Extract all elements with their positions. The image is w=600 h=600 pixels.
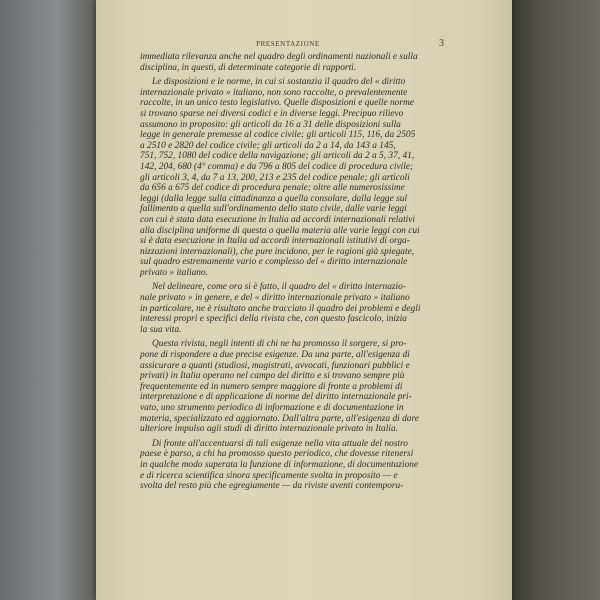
- text-line: legge in generale premesse al codice civile; gli articoli 115, 116, da 2505: [140, 130, 416, 141]
- text-line: interpretazione e di applicazione di norme del diritto internazionale pri-: [140, 392, 412, 403]
- text-line: ulteriore impulso agli studi di diritto internazionale privato in Italia.: [140, 424, 398, 435]
- text-line: gli articoli 3, 4, da 7 a 13, 200, 213 e 235 del codice penale; gli articoli: [140, 172, 410, 183]
- text-line: 751, 752, 1080 del codice della navigazione; gli articoli da 2 a 5, 37, 41,: [140, 151, 415, 162]
- text-line: disciplina, in questi, di determinate categorie di rapporti.: [140, 62, 357, 73]
- text-line: sul quadro estremamente vario e complesso del « diritto internazionale: [140, 257, 408, 268]
- text-line: svolta del resto più che egregiamente — da riviste aventi contempora-: [140, 481, 404, 492]
- text-line: privati) in Italia operano nel campo del diritto e si trovano sempre più: [140, 371, 405, 382]
- text-line: 142, 204, 680 (4° comma) e da 796 a 805 del codice di procedura civile;: [140, 161, 414, 172]
- text-line: nale privato » in genere, e del « diritto internazionale privato » italiano: [140, 293, 410, 304]
- text-line: con cui è stata data esecuzione in Italia ad accordi internazionali relativi: [140, 214, 416, 225]
- text-line: paese è parso, a chi ha promosso questo periodico, che dovesse ritenersi: [140, 449, 414, 460]
- text-line: in qualche modo superata la funzione di informazione, di documentazione: [140, 459, 419, 470]
- paragraph: [140, 282, 450, 335]
- text-line: pone di rispondere a due precise esigenze. Da una parte, all'esigenza di: [140, 350, 410, 361]
- text-line: frequentemente ed in numero sempre maggiore di fronte a problemi di: [140, 381, 403, 392]
- background-left-edge: [0, 0, 96, 600]
- text-line: Le disposizioni e le norme, in cui si sostanzia il quadro del « diritto: [152, 77, 406, 88]
- text-line: materia, specializzato ed aggiornato. Dall'altra parte, all'esigenza di dare: [140, 413, 419, 424]
- page-number: 3: [439, 38, 444, 49]
- text-line: interessi propri e specifici della rivista che, con questo fascicolo, inizia: [140, 314, 407, 325]
- text-line: internazionale privato » italiano, non sono raccolte, o prevalentemente: [140, 87, 408, 98]
- body-text: [140, 52, 450, 492]
- text-line: in particolare, ne è risultato anche tracciato il quadro dei problemi e degli: [140, 303, 421, 314]
- text-line: si è data esecuzione in Italia ad accordi internazionali istitutivi di orga-: [140, 236, 410, 247]
- text-line: Di fronte all'accentuarsi di tali esigenze nella vita attuale del nostro: [152, 438, 408, 449]
- text-line: raccolte, in un unico testo legislativo. Quelle disposizioni e quelle norme: [140, 98, 414, 109]
- text-line: da 656 a 675 del codice di procedura penale; oltre alle numerosissime: [140, 183, 405, 194]
- text-line: si trovano sparse nei diversi codici e in diverse leggi. Precipuo rilievo: [140, 108, 404, 119]
- paragraph: [140, 439, 450, 492]
- text-line: immediata rilevanza anche nel quadro degli ordinamenti nazionali e sulla: [140, 52, 418, 62]
- text-line: Questa rivista, negli intenti di chi ne ha promosso il sorgere, si pro-: [152, 339, 407, 350]
- text-line: alla disciplina uniforme di questa o quella materia alle varie leggi con cui: [140, 225, 420, 236]
- text-line: vato, uno strumento periodico di informazione e di documentazione in: [140, 403, 404, 413]
- text-line: a 2510 e 2820 del codice civile; gli articoli da 2 a 14, da 143 a 145,: [140, 140, 396, 151]
- text-line: Nel delineare, come ora si è fatto, il quadro del « diritto internazio-: [152, 282, 406, 293]
- paragraph: [140, 52, 450, 73]
- text-line: privato » italiano.: [140, 267, 208, 278]
- paragraph: [140, 77, 450, 278]
- text-line: assicurare a quanti (studiosi, magistrati, avvocati, funzionari pubblici e: [140, 360, 410, 371]
- text-line: la sua vita.: [140, 324, 182, 335]
- running-title: PRESENTAZIONE: [256, 40, 320, 48]
- text-line: fallimento a quella sull'ordinamento dello stato civile, dalle varie leggi: [140, 204, 407, 215]
- paragraph: [140, 339, 450, 434]
- text-line: e di ricerca scientifica sinora specificamente svolta in proposito — e: [140, 470, 398, 481]
- text-line: nizzazioni internazionali), che pure incidono, per le ragioni già spiegate,: [140, 246, 415, 257]
- background-right-edge: [512, 0, 600, 600]
- text-line: assumono in proposito: gli articoli da 16 a 31 delle disposizioni sulla: [140, 119, 401, 130]
- text-line: leggi (dalla legge sulla cittadinanza a quella consolare, dalla legge sul: [140, 193, 408, 204]
